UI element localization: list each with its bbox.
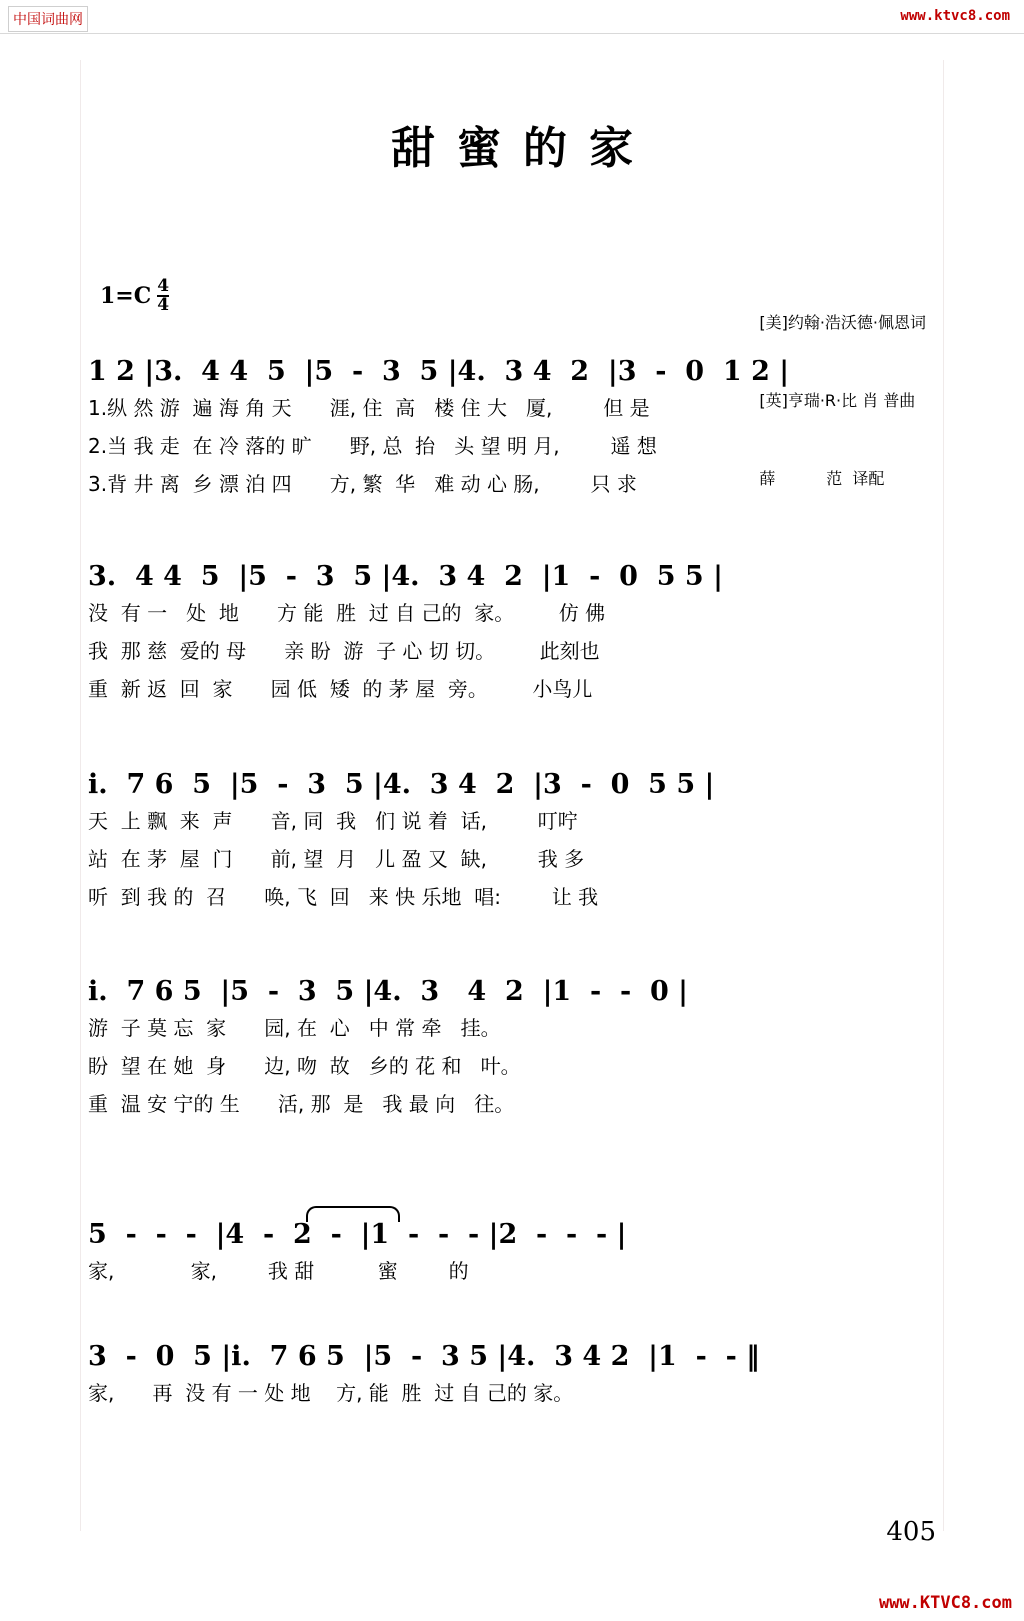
music-system-4 — [88, 975, 936, 1123]
notation-line: i. 7 6 5 |5 - 3 5 |4. 3 4 2 |1 - - 0 | — [88, 976, 688, 1007]
lyric-line: 3.背 井 离 乡 漂 泊 四 方, 繁 华 难 动 心 肠, 只 求 — [88, 472, 637, 496]
notation-line: 1 2 |3. 4 4 5 |5 - 3 5 |4. 3 4 2 |3 - 0 1 2 | — [88, 356, 790, 387]
time-signature-denominator: 4 — [157, 295, 170, 315]
lyric-line: 盼 望 在 她 身 边, 吻 故 乡的 花 和 叶。 — [88, 1054, 521, 1078]
lyric-line: 没 有 一 处 地 方 能 胜 过 自 己的 家。 仿 佛 — [88, 601, 606, 625]
lyric-line: 我 那 慈 爱的 母 亲 盼 游 子 心 切 切。 此刻也 — [88, 639, 600, 663]
lyric-line: 天 上 飘 来 声 音, 同 我 们 说 着 话, 叮咛 — [88, 809, 578, 833]
lyric-line: 家, 再 没 有 一 处 地 方, 能 胜 过 自 己的 家。 — [88, 1381, 574, 1405]
music-system-2 — [88, 560, 936, 708]
tie-slur — [306, 1206, 400, 1222]
lyric-line: 游 子 莫 忘 家 园, 在 心 中 常 牵 挂。 — [88, 1016, 501, 1040]
lyric-line: 1.纵 然 游 遍 海 角 天 涯, 住 高 楼 住 大 厦, 但 是 — [88, 396, 650, 420]
page-guide-left — [80, 60, 81, 1531]
notation-line: i. 7 6 5 |5 - 3 5 |4. 3 4 2 |3 - 0 5 5 | — [88, 769, 715, 800]
song-title: 甜蜜的家 — [391, 123, 655, 174]
page-number: 405 — [886, 1517, 936, 1547]
site-url-top: www.ktvc8.com — [900, 8, 1010, 24]
music-system-1 — [88, 355, 936, 503]
time-signature — [157, 278, 169, 314]
site-brand-left-label: 中国词曲网 — [8, 6, 88, 32]
credit-line-lyricist: [美]约翰·浩沃德·佩恩词 — [759, 313, 926, 332]
notation-line: 3 - 0 5 |i. 7 6 5 |5 - 3 5 |4. 3 4 2 |1 - - ‖ — [88, 1341, 760, 1372]
music-system-5 — [88, 1218, 936, 1290]
lyric-line: 2.当 我 走 在 冷 落的 旷 野, 总 抬 头 望 明 月, 遥 想 — [88, 434, 657, 458]
site-brand-left — [8, 6, 88, 32]
key-signature — [100, 278, 169, 314]
notation-line: 5 - - - |4 - 2 - |1 - - - |2 - - - | — [88, 1219, 627, 1250]
lyric-line: 站 在 茅 屋 门 前, 望 月 儿 盈 又 缺, 我 多 — [88, 847, 585, 871]
music-system-6 — [88, 1340, 936, 1412]
credit-line-translator: 薛 范 译配 — [759, 469, 885, 488]
notation-line: 3. 4 4 5 |5 - 3 5 |4. 3 4 2 |1 - 0 5 5 | — [88, 561, 723, 592]
page-guide-right — [943, 60, 944, 1531]
key-label: 1=C — [100, 283, 152, 309]
time-signature-numerator: 4 — [157, 276, 170, 296]
lyric-line: 重 新 返 回 家 园 低 矮 的 茅 屋 旁。 小鸟儿 — [88, 677, 593, 701]
header-divider — [0, 33, 1024, 34]
credit-line-composer: [英]亨瑞·R·比 肖 普曲 — [759, 391, 916, 410]
site-url-footer: www.KTVC8.com — [878, 1593, 1012, 1613]
music-system-3 — [88, 768, 936, 916]
lyric-line: 重 温 安 宁的 生 活, 那 是 我 最 向 往。 — [88, 1092, 515, 1116]
lyric-line: 家, 家, 我 甜 蜜 的 — [88, 1259, 469, 1283]
lyric-line: 听 到 我 的 召 唤, 飞 回 来 快 乐地 唱: 让 我 — [88, 885, 599, 909]
top-bar — [0, 0, 1024, 34]
